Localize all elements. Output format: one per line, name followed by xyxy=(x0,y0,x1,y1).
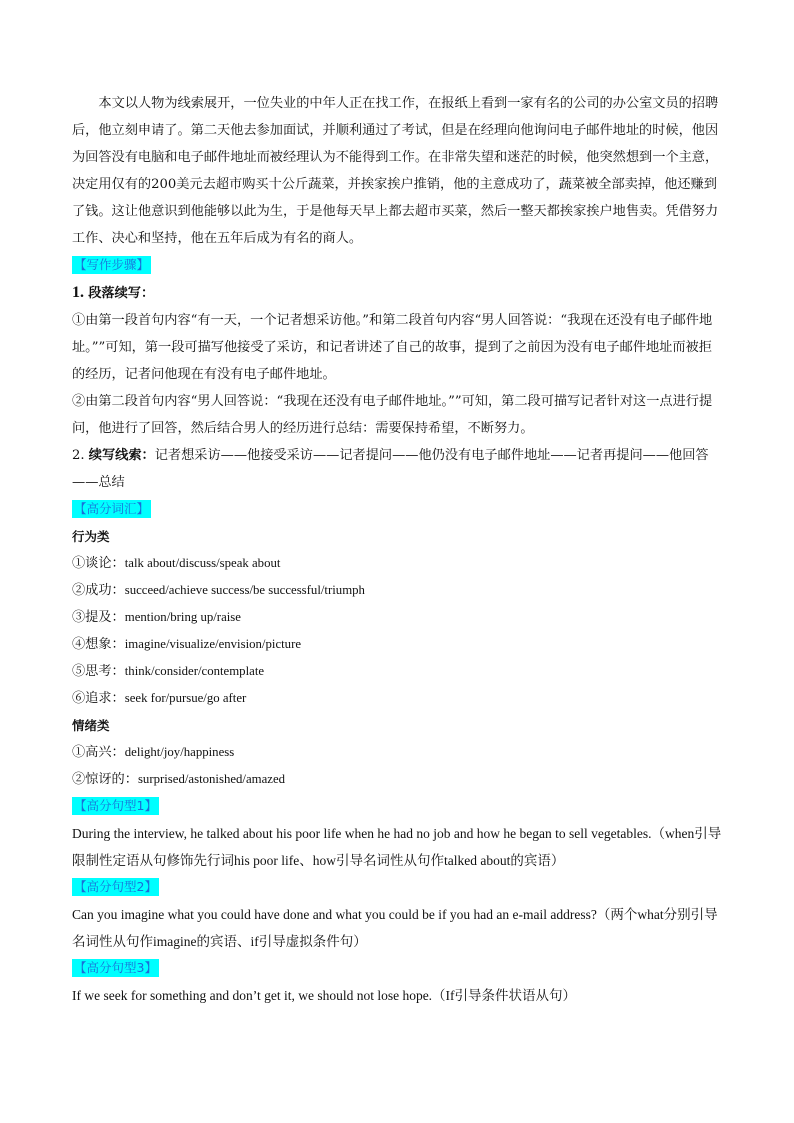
vocab-item xyxy=(72,658,722,685)
vocab-label: ①高兴： xyxy=(72,745,125,760)
step2-number: 2. xyxy=(72,448,85,463)
sentence-pattern-2-text: Can you imagine what you could have done and what you could be if you had an e-mail address?（两个what分别引导名词性从句作imagine的宾语、if引导虚拟条件句） xyxy=(72,907,718,949)
vocab-item xyxy=(72,550,722,577)
vocab-item xyxy=(72,766,722,793)
vocab-item xyxy=(72,631,722,658)
step1-number: 1. xyxy=(72,284,84,301)
vocab-words: surprised/astonished/amazed xyxy=(137,772,286,786)
vocab-words: delight/joy/happiness xyxy=(124,745,235,759)
step2-paragraph xyxy=(72,442,722,496)
vocab-item xyxy=(72,604,722,631)
step1-title: 段落续写： xyxy=(88,286,155,301)
vocab-category-emotions: 情绪类 xyxy=(72,718,110,733)
step2-title: 续写线索： xyxy=(88,448,155,463)
summary-paragraph: 本文以人物为线索展开，一位失业的中年人正在找工作，在报纸上看到一家有名的公司的办公室文员的招聘后，他立刻申请了。第二天他去参加面试，并顺利通过了考试，但是在经理向他询问电子邮件地址的时候，他因为回答没有电脑和电子邮件地址而被经理认为不能得到工作。在非常失望和迷茫的时候，他突然想到一个主意，决定用仅有的200美元去超市购买十公斤蔬菜，并挨家挨户推销，他的主意成功了，蔬菜被全部卖掉，他还赚到了钱。这让他意识到他能够以此为生，于是他每天早上都去超市买菜，然后一整天都挨家挨户地售卖。凭借努力工作、决心和坚持，他在五年后成为有名的商人。 xyxy=(72,96,719,246)
vocab-item xyxy=(72,685,722,712)
vocab-words: succeed/achieve success/be successful/triumph xyxy=(124,583,365,597)
vocab-words: think/consider/contemplate xyxy=(124,664,265,678)
step2-text: 记者想采访——他接受采访——记者提问——他仍没有电子邮件地址——记者再提问——他回答——总结 xyxy=(72,448,709,490)
vocab-label: ②惊讶的： xyxy=(72,772,138,787)
vocab-label: ①谈论： xyxy=(72,556,125,571)
document-page xyxy=(72,90,722,1009)
step1-item1: ①由第一段首句内容“有一天，一个记者想采访他。”和第二段首句内容“男人回答说：“我现在还没有电子邮件地址。””可知，第一段可描写他接受了采访，和记者讲述了自己的故事，提到了之前因为没有电子邮件地址而被拒的经历，记者问他现在有没有电子邮件地址。 xyxy=(72,313,713,382)
vocab-item xyxy=(72,739,722,766)
vocab-words: talk about/discuss/speak about xyxy=(124,556,281,570)
sentence-pattern-1-text: During the interview, he talked about his poor life when he had no job and how he began to sell vegetables.（when引导限制性定语从句修饰先行词his poor life、how引导名词性从句作talked about的宾语） xyxy=(72,826,722,868)
vocab-label: ⑥追求： xyxy=(72,691,125,706)
sentence-pattern-1-tag: 【高分句型1】 xyxy=(74,798,157,813)
vocab-tag: 【高分词汇】 xyxy=(74,501,150,516)
vocab-words: seek for/pursue/go after xyxy=(124,691,247,705)
vocab-words: imagine/visualize/envision/picture xyxy=(124,637,302,651)
vocab-label: ②成功： xyxy=(72,583,125,598)
step1-item2: ②由第二段首句内容“男人回答说：“我现在还没有电子邮件地址。””可知，第二段可描写记者针对这一点进行提问，他进行了回答，然后结合男人的经历进行总结：需要保持希望，不断努力。 xyxy=(72,394,713,436)
sentence-pattern-3-text: If we seek for something and don’t get it, we should not lose hope.（If引导条件状语从句） xyxy=(72,988,577,1003)
step1-heading xyxy=(72,279,722,307)
sentence-pattern-3-tag: 【高分句型3】 xyxy=(74,960,157,975)
writing-steps-tag: 【写作步骤】 xyxy=(74,257,150,272)
vocab-words: mention/bring up/raise xyxy=(124,610,241,624)
vocab-category-actions: 行为类 xyxy=(72,529,110,544)
sentence-pattern-2-tag: 【高分句型2】 xyxy=(74,879,157,894)
vocab-item xyxy=(72,577,722,604)
vocab-label: ⑤思考： xyxy=(72,664,125,679)
vocab-label: ④想象： xyxy=(72,637,125,652)
vocab-label: ③提及： xyxy=(72,610,125,625)
